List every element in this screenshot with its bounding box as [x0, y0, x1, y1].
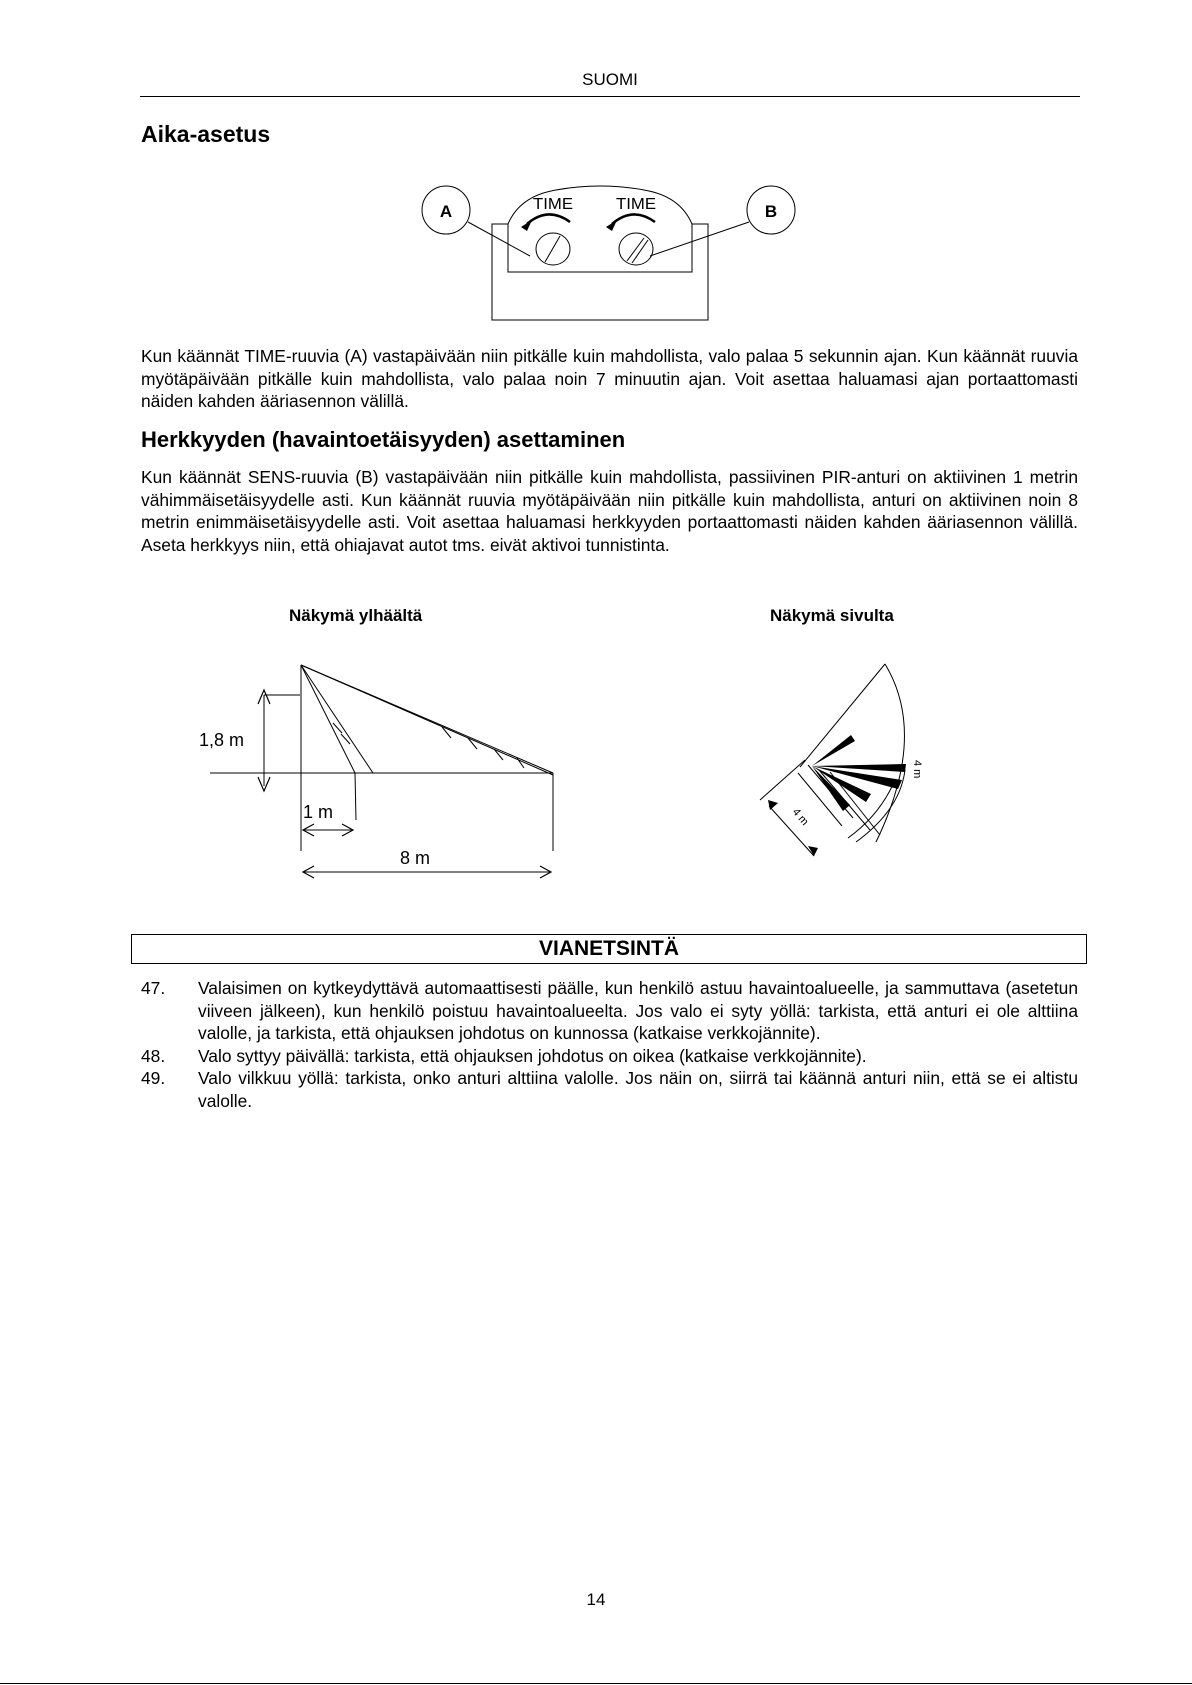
ground-slope	[760, 760, 805, 800]
item-number: 47.	[141, 978, 166, 998]
min-range-label: 1 m	[303, 802, 334, 822]
troubleshooting-item	[141, 1067, 1078, 1112]
troubleshooting-header	[131, 934, 1087, 964]
sens-section-paragraph: Kun käännät SENS-ruuvia (B) vastapäivään niin pitkälle kuin mahdollista, passiivinen PIR-anturi on aktiivinen 1 metrin vähimmäisetäisyydelle asti. Kun käännät ruuvia myötäpäivään niin pitkälle kuin mahdollista, anturi on aktiivinen noin 8 metrin enimmäisetäisyydelle asti. Voit asettaa haluamasi herkkyyden portaattomasti näiden kahden ääriasennon välillä. Aseta herkkyys niin, että ohiajavat autot tms. eivät aktivoi tunnistinta.	[141, 467, 1078, 555]
top-view-title: Näkymä ylhäältä	[289, 606, 423, 625]
troubleshooting-list	[141, 977, 1078, 1112]
page-number: 14	[586, 1590, 606, 1609]
item-text: Valo syttyy päivällä: tarkista, että ohjauksen johdotus on oikea (katkaise verkkojännite).	[198, 1045, 867, 1066]
item-text: Valaisimen on kytkeydyttävä automaattisesti päälle, kun henkilö astuu havaintoalueelle, ja sammuttava (asetetun viiveen jälkeen), kun henkilö poistuu havaintoalueelta. Jos valo ei syty yöllä: tarkista, että anturi ei ole alttiina valolle, ja tarkista, että ohjauksen johdotus on kunnossa (katkaise verkkojännite).	[198, 978, 1078, 1043]
sens-section-heading: Herkkyyden (havaintoetäisyyden) asettaminen	[141, 427, 626, 452]
label-a: A	[439, 202, 453, 221]
item-number: 49.	[141, 1068, 166, 1088]
time-section-paragraph: Kun käännät TIME-ruuvia (A) vastapäivään niin pitkälle kuin mahdollista, valo palaa 5 sekunnin ajan. Kun käännät ruuvia myötäpäivään pitkälle kuin mahdollista, valo palaa noin 7 minuutin ajan. Voit asettaa haluamasi ajan portaattomasti näiden kahden ääriasennon välillä.	[141, 346, 1078, 411]
label-b: B	[764, 202, 778, 221]
height-label: 1,8 m	[199, 730, 245, 750]
page-header-language: SUOMI	[582, 70, 638, 89]
range-label-a: 4 m	[789, 806, 811, 828]
max-range-label: 8 m	[400, 848, 431, 868]
outer-range-arc	[876, 664, 904, 842]
troubleshooting-item	[141, 1045, 1078, 1068]
knob-b-label: TIME	[616, 196, 656, 213]
side-boundary-line	[800, 664, 885, 767]
time-section-heading: Aika-asetus	[141, 121, 271, 147]
troubleshooting-title: VIANETSINTÄ	[538, 937, 679, 960]
troubleshooting-item	[141, 977, 1078, 1045]
beam-1	[812, 735, 855, 766]
item-text: Valo vilkkuu yöllä: tarkista, onko anturi alttiina valolle. Jos näin on, siirrä tai käännä anturi niin, että se ei altistu valolle.	[198, 1068, 1078, 1111]
knob-a-label: TIME	[533, 196, 573, 213]
bottom-rule	[0, 1683, 1192, 1684]
item-number: 48.	[141, 1045, 166, 1066]
range-label-b: 4 m	[911, 760, 923, 779]
beam-2	[812, 764, 906, 772]
side-view-title: Näkymä sivulta	[770, 606, 894, 625]
